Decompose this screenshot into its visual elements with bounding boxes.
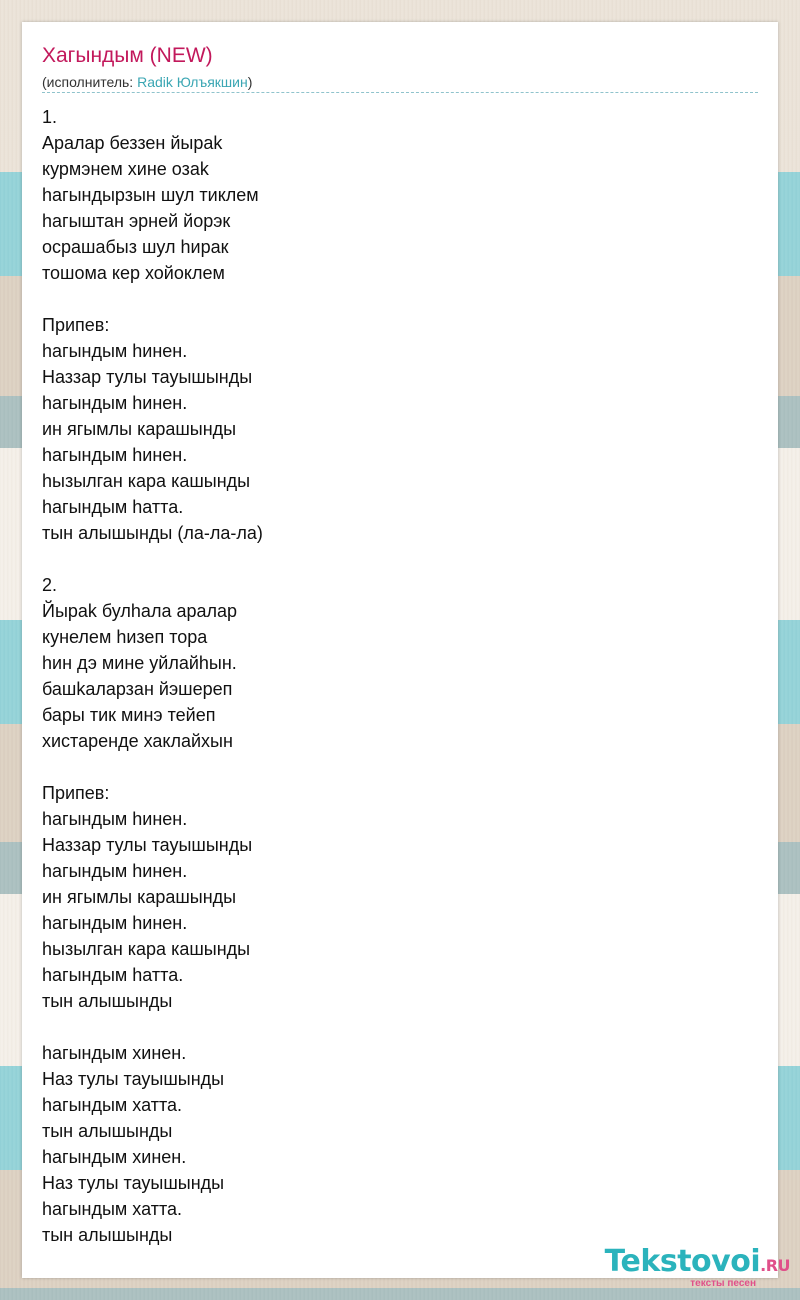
lyric-line: ин ягымлы карашынды <box>42 887 237 907</box>
lyric-line: тын алышынды (ла-ла-ла) <box>42 523 263 543</box>
lyric-line: тошома кер хойоклем <box>42 263 225 283</box>
lyrics-text <box>42 104 742 1248</box>
lyric-line: hагындым hатта. <box>42 497 184 517</box>
lyric-line: курмэнем хине озаk <box>42 159 209 179</box>
lyric-line: hагындым hинен. <box>42 861 188 881</box>
artist-suffix: ) <box>247 74 253 90</box>
lyric-line: hагындым хинен. <box>42 1147 187 1167</box>
lyric-line: Припев: <box>42 315 110 335</box>
lyric-line <box>42 286 742 312</box>
site-logo[interactable] <box>605 1246 790 1294</box>
lyric-line: ин ягымлы карашынды <box>42 419 237 439</box>
lyric-line: бары тик минэ тейеп <box>42 705 216 725</box>
artist-link[interactable]: Radik Юлъякшин <box>137 74 248 90</box>
lyric-line: hызылган кара кашынды <box>42 471 251 491</box>
lyric-line: Аралар беззен йыраk <box>42 133 223 153</box>
lyric-line: Наз тулы тауышынды <box>42 1069 225 1089</box>
lyric-line: hагындым hинен. <box>42 913 188 933</box>
header-divider <box>42 92 758 93</box>
lyric-line: осрашабыз шул hирак <box>42 237 229 257</box>
lyric-line: тын алышынды <box>42 991 173 1011</box>
logo-tagline: тексты песен <box>690 1278 756 1289</box>
lyric-line: Наз тулы тауышынды <box>42 1173 225 1193</box>
lyric-line: Припев: <box>42 783 110 803</box>
lyric-line: hагындым hатта. <box>42 965 184 985</box>
lyric-line: 1. <box>42 107 58 127</box>
lyric-line: кунелем hизеп тора <box>42 627 208 647</box>
lyric-line: hин дэ мине уйлайhын. <box>42 653 237 673</box>
lyric-line: hагындым хинен. <box>42 1043 187 1063</box>
lyric-line: хистаренде хаклайхын <box>42 731 233 751</box>
lyrics-card <box>22 22 778 1278</box>
lyric-line: hызылган кара кашынды <box>42 939 251 959</box>
logo-domain: .RU <box>760 1256 790 1275</box>
lyric-line <box>42 1014 742 1040</box>
artist-line <box>42 73 252 91</box>
lyric-line: hагындым хатта. <box>42 1199 182 1219</box>
lyric-line: hагындым hинен. <box>42 445 188 465</box>
lyric-line: Йыраk булhала аралар <box>42 601 238 621</box>
lyric-line: hагындым hинен. <box>42 809 188 829</box>
lyric-line <box>42 754 742 780</box>
artist-prefix: (исполнитель: <box>42 74 138 90</box>
lyric-line: 2. <box>42 575 58 595</box>
lyric-line <box>42 546 742 572</box>
lyric-line: тын алышынды <box>42 1225 173 1245</box>
logo-name: Tekstovoi <box>604 1244 761 1279</box>
logo-wordmark <box>605 1246 790 1282</box>
lyric-line: Наззар тулы тауышынды <box>42 835 253 855</box>
lyric-line: башkаларзан йэшереп <box>42 679 233 699</box>
lyric-line: тын алышынды <box>42 1121 173 1141</box>
song-title: Хагындым (NEW) <box>42 44 213 67</box>
lyric-line: hагындым hинен. <box>42 341 188 361</box>
lyric-line: Наззар тулы тауышынды <box>42 367 253 387</box>
lyric-line: hагындым хатта. <box>42 1095 182 1115</box>
lyric-line: hагындым hинен. <box>42 393 188 413</box>
lyric-line: hагыштан эрней йорэк <box>42 211 231 231</box>
lyric-line: hагындырзын шул тиклем <box>42 185 259 205</box>
